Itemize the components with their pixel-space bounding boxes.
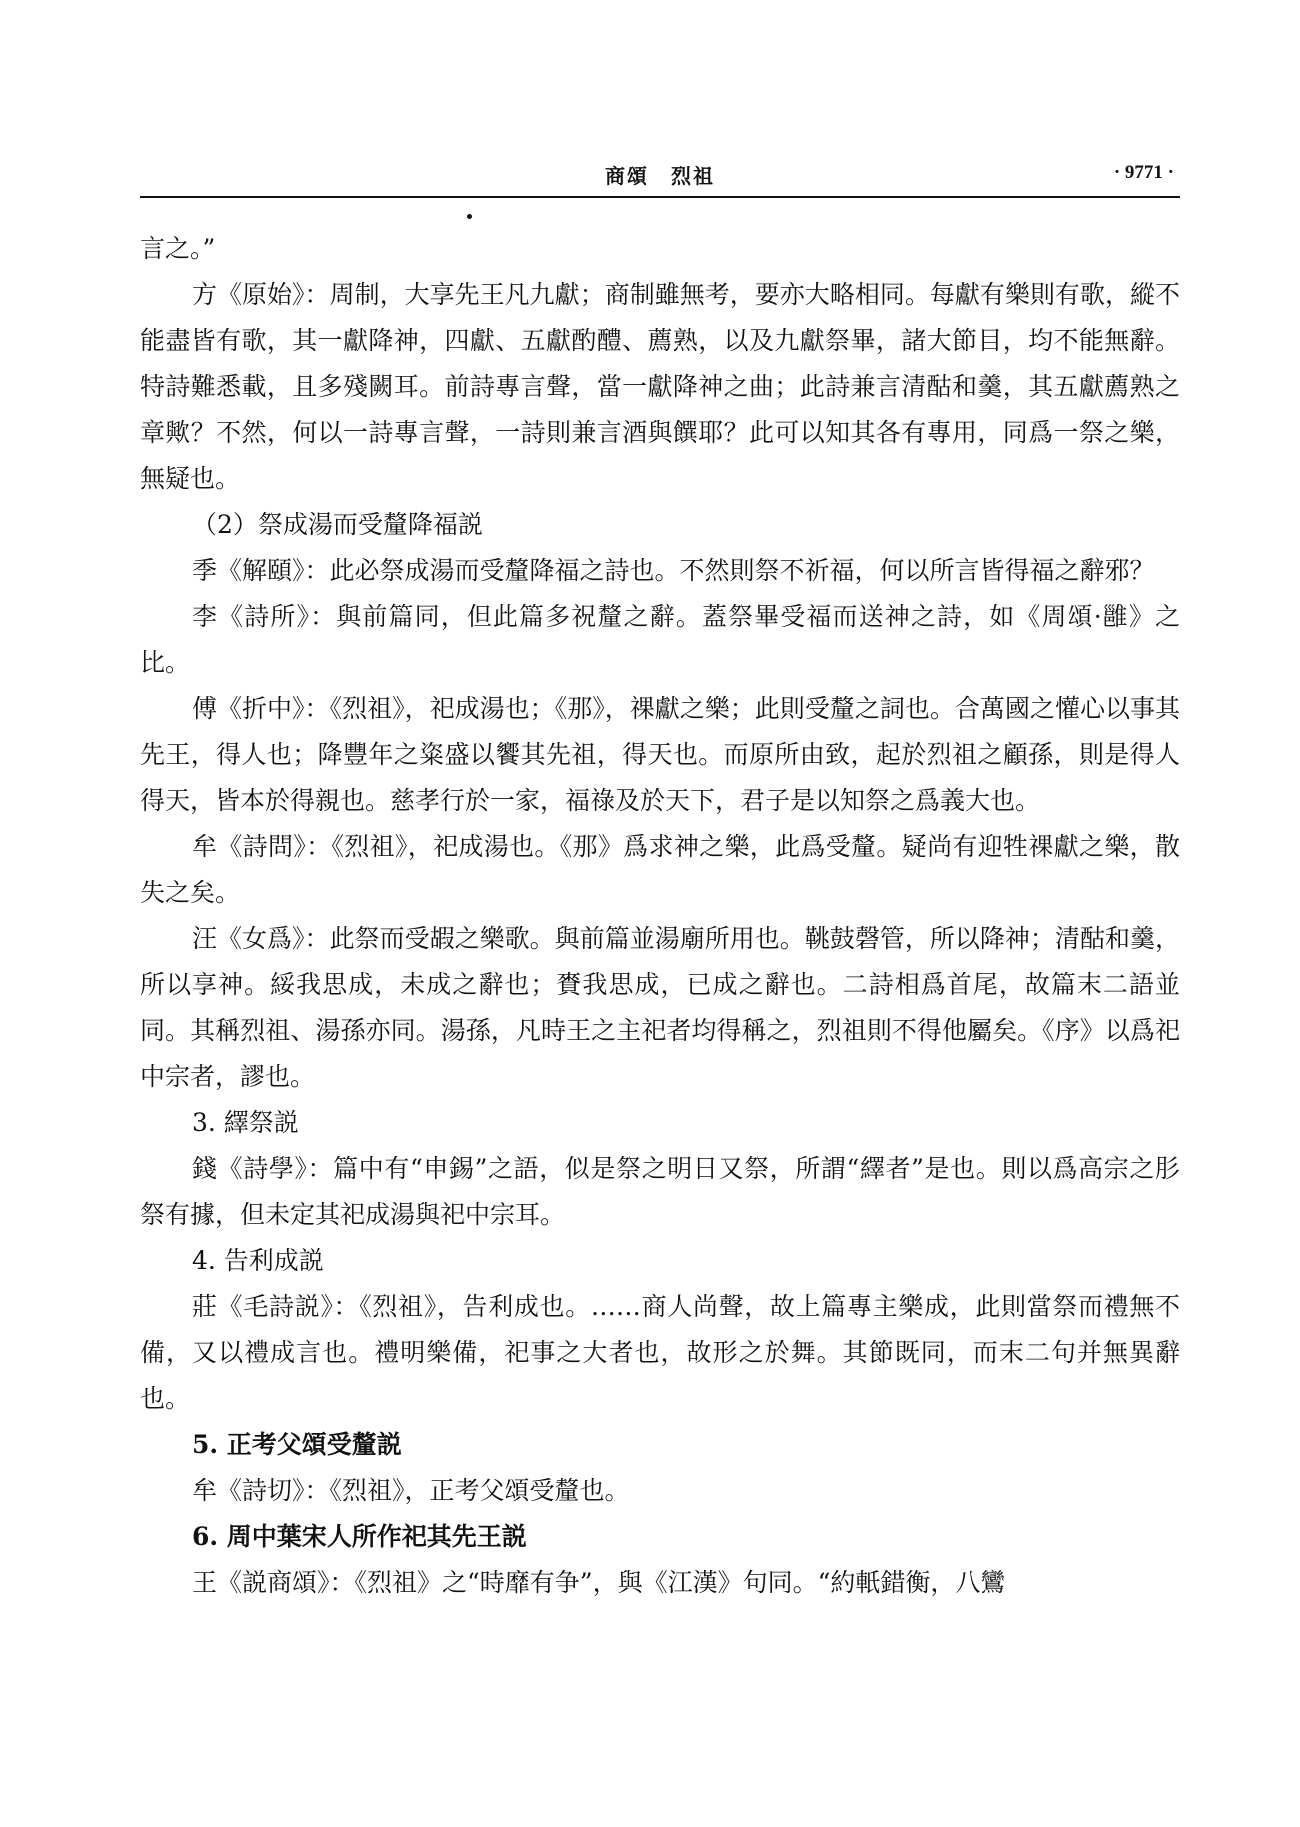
paragraph: 牟《詩問》：《烈祖》，祀成湯也。《那》爲求神之樂，此爲受釐。疑尚有迎牲祼獻之樂，散失之矣。 [140,832,1180,907]
paragraph: 牟《詩切》：《烈祖》，正考父頌受釐也。 [192,1476,630,1505]
section-heading: 3. 繹祭説 [192,1108,299,1137]
section-heading: （2）祭成湯而受釐降福説 [192,510,483,539]
paragraph-continuation: 言之。” [140,234,216,263]
section-heading: 5. 正考父頌受釐説 [192,1430,402,1459]
paragraph: 傅《折中》：《烈祖》，祀成湯也；《那》，祼獻之樂；此則受釐之詞也。合萬國之懽心以事其先王，得人也；降豐年之粢盛以饗其先祖，得天也。而原所由致，起於烈祖之顧孫，則是得人得天，皆本於得親也。慈孝行於一家，福祿及於天下，君子是以知祭之爲義大也。 [140,694,1180,815]
paragraph: 方《原始》：周制，大享先王凡九獻；商制雖無考，要亦大略相同。每獻有樂則有歌，縱不能盡皆有歌，其一獻降神，四獻、五獻酌醴、薦熟，以及九獻祭畢，諸大節目，均不能無辭。特詩難悉載，且多殘闕耳。前詩專言聲，當一獻降神之曲；此詩兼言清酤和羹，其五獻薦熟之章歟？不然，何以一詩專言聲，一詩則兼言酒與饌耶？此可以知其各有專用，同爲一祭之樂，無疑也。 [140,280,1180,493]
page-body [140,226,1180,1606]
running-header [140,150,1180,198]
ink-dot [467,214,472,219]
paragraph: 季《解頤》：此必祭成湯而受釐降福之詩也。不然則祭不祈福，何以所言皆得福之辭邪？ [192,556,1155,585]
paragraph: 莊《毛詩説》：《烈祖》，告利成也。……商人尚聲，故上篇專主樂成，此則當祭而禮無不備，又以禮成言也。禮明樂備，祀事之大者也，故形之於舞。其節既同，而末二句并無異辭也。 [140,1292,1180,1413]
paragraph: 王《説商頌》：《烈祖》之“時靡有争”，與《江漢》句同。“約軝錯衡，八鸞 [192,1568,1006,1597]
paragraph: 汪《女爲》：此祭而受嘏之樂歌。與前篇並湯廟所用也。鞉鼓磬管，所以降神；清酤和羹，所以享神。綏我思成，未成之辭也；賚我思成，已成之辭也。二詩相爲首尾，故篇末二語並同。其稱烈祖、湯孫亦同。湯孫，凡時王之主祀者均得稱之，烈祖則不得他屬矣。《序》以爲祀中宗者，謬也。 [140,924,1180,1091]
header-title: 商頌 烈祖 [605,164,715,188]
section-heading: 6. 周中葉宋人所作祀其先王説 [192,1522,527,1551]
paragraph: 李《詩所》：與前篇同，但此篇多祝釐之辭。蓋祭畢受福而送神之詩，如《周頌·雝》之比。 [140,602,1180,677]
page-number: · 9771 · [1113,162,1174,183]
paragraph: 錢《詩學》：篇中有“申錫”之語，似是祭之明日又祭，所謂“繹者”是也。則以爲高宗之肜祭有據，但未定其祀成湯與祀中宗耳。 [140,1154,1180,1229]
section-heading: 4. 告利成説 [192,1246,324,1275]
